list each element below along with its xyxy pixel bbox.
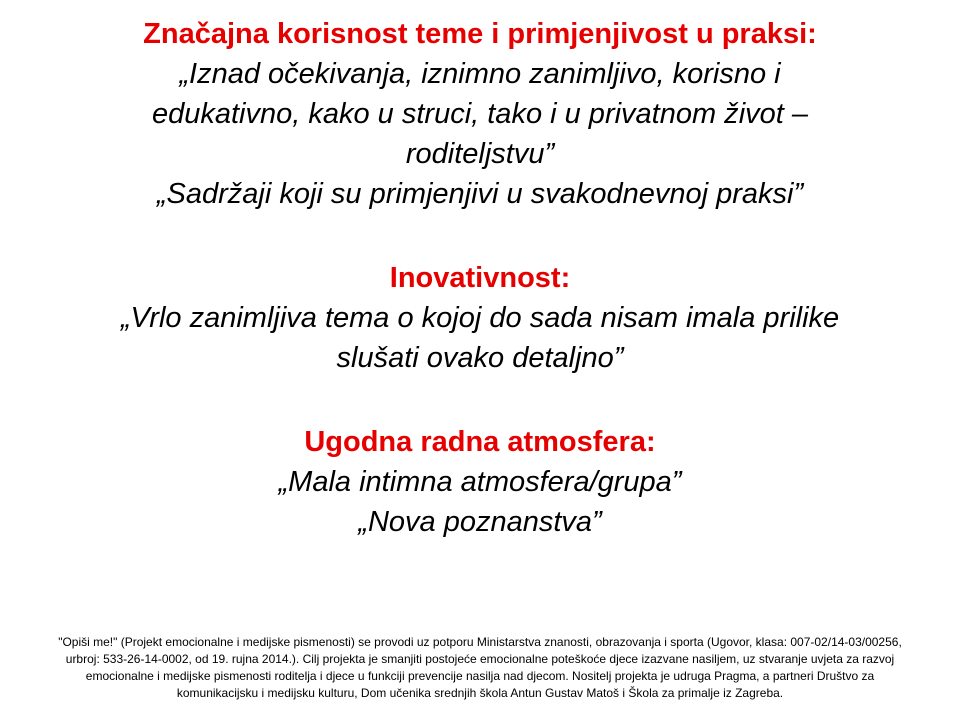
quote-line: slušati ovako detaljno”: [336, 342, 624, 374]
quote-line: „Sadržaji koji su primjenjivi u svakodnevnoj praksi”: [156, 178, 804, 210]
quote-line: roditeljstvu”: [405, 138, 555, 170]
spacer: [0, 378, 960, 422]
section-heading-atmosphere: Ugodna radna atmosfera:: [304, 426, 656, 458]
quote-line: „Mala intimna atmosfera/grupa”: [278, 466, 682, 498]
spacer: [0, 214, 960, 258]
project-footer-note: [4, 634, 956, 702]
quote-line: edukativno, kako u struci, tako i u privatnom život –: [151, 98, 809, 130]
section-heading-usefulness: Značajna korisnost teme i primjenjivost u praksi:: [143, 18, 817, 50]
feedback-content: [0, 14, 960, 542]
footer-line: "Opiši me!" (Projekt emocionalne i medijske pismenosti) se provodi uz potporu Ministarstva znanosti, obrazovanja i sporta (Ugovor, klasa: 007-02/14-03/00256,: [58, 635, 902, 649]
quote-line: „Nova poznanstva”: [358, 506, 602, 538]
footer-line: emocionalne i medijske pismenosti roditelja i djece u funkciji prevencije nasilja nad djecom. Nositelj projekta je udruga Pragma, a partneri Društvo za: [85, 669, 875, 683]
section-heading-innovation: Inovativnost:: [389, 262, 571, 294]
footer-line: komunikacijsku i medijsku kulturu, Dom učenika srednjih škola Antun Gustav Matoš i Škola za primalje iz Zagreba.: [176, 686, 784, 700]
footer-line: urbroj: 533-26-14-0002, od 19. rujna 2014.). Cilj projekta je smanjiti postojeće emocionalne poteškoće djece izazvane nasiljem, uz stvaranje uvjeta za razvoj: [65, 652, 895, 666]
quote-line: „Vrlo zanimljiva tema o kojoj do sada nisam imala prilike: [120, 302, 840, 334]
quote-line: „Iznad očekivanja, iznimno zanimljivo, korisno i: [179, 58, 781, 90]
